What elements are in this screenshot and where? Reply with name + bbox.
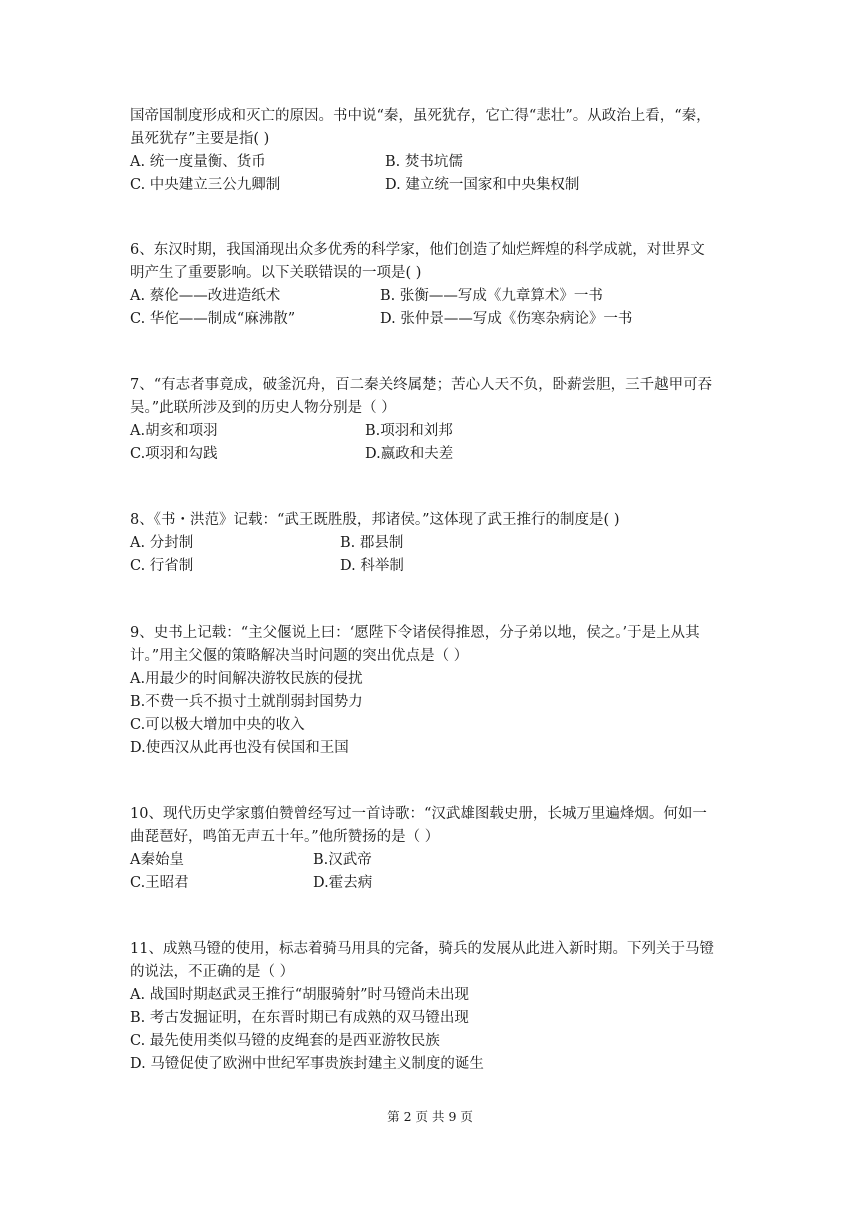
q6-stem-line-2: 明产生了重要影响。以下关联错误的一项是( ) xyxy=(130,265,422,281)
q10-option-b: B.汉武帝 xyxy=(313,852,372,868)
q8-option-c: C. 行省制 xyxy=(130,558,194,574)
q6-option-a: A. 蔡伦——改进造纸术 xyxy=(130,288,281,304)
q5-stem-line-2: 虽死犹存”主要是指( ) xyxy=(130,131,270,147)
q7-stem-line-1: 7、“有志者事竟成，破釜沉舟，百二秦关终属楚；苦心人天不负，卧薪尝胆，三千越甲可吞 xyxy=(130,377,713,393)
q7-option-b: B.项羽和刘邦 xyxy=(365,423,453,439)
q10-stem-line-2: 曲琵琶好，鸣笛无声五十年。”他所赞扬的是（ ） xyxy=(130,829,440,845)
q9-option-c: C.可以极大增加中央的收入 xyxy=(130,717,305,733)
q6-option-c: C. 华佗——制成“麻沸散” xyxy=(130,311,296,327)
q9-option-d: D.使西汉从此再也没有侯国和王国 xyxy=(130,740,349,756)
q9-option-b: B.不费一兵不损寸土就削弱封国势力 xyxy=(130,694,363,710)
page-number-footer: 第 2 页 共 9 页 xyxy=(387,1109,473,1124)
q5-stem-line-1: 国帝国制度形成和灭亡的原因。书中说“秦，虽死犹存，它亡得“悲壮”。从政治上看，“秦， xyxy=(130,108,711,124)
q9-stem-line-1: 9、史书上记载：“主父偃说上曰：‘愿陛下令诸侯得推恩，分子弟以地，侯之。’于是上从其 xyxy=(130,625,700,641)
q5-option-d: D. 建立统一国家和中央集权制 xyxy=(385,177,580,193)
q10-stem-line-1: 10、现代历史学家翦伯赞曾经写过一首诗歌：“汉武雄图载史册，长城万里遍烽烟。何如一 xyxy=(130,806,707,822)
q7-option-d: D.嬴政和夫差 xyxy=(365,446,454,462)
q8-option-a: A. 分封制 xyxy=(130,535,194,551)
q6-option-d: D. 张仲景——写成《伤寒杂病论》一书 xyxy=(380,311,633,327)
q11-option-a: A. 战国时期赵武灵王推行“胡服骑射”时马镫尚未出现 xyxy=(130,987,470,1003)
q7-option-a: A.胡亥和项羽 xyxy=(130,423,218,439)
q11-option-c: C. 最先使用类似马镫的皮绳套的是西亚游牧民族 xyxy=(130,1033,440,1049)
q5-option-b: B. 焚书坑儒 xyxy=(385,154,463,170)
q8-option-d: D. 科举制 xyxy=(340,558,404,574)
q11-option-b: B. 考古发掘证明，在东晋时期已有成熟的双马镫出现 xyxy=(130,1010,469,1026)
q10-option-d: D.霍去病 xyxy=(313,875,373,891)
q8-stem-line-1: 8、《书・洪范》记载：“武王既胜殷，邦诸侯。”这体现了武王推行的制度是( ) xyxy=(130,512,620,528)
q11-stem-line-1: 11、成熟马镫的使用，标志着骑马用具的完备，骑兵的发展从此进入新时期。下列关于马镫 xyxy=(130,941,714,957)
q7-option-c: C.项羽和勾践 xyxy=(130,446,218,462)
q5-option-a: A. 统一度量衡、货币 xyxy=(130,154,266,170)
q11-option-d: D. 马镫促使了欧洲中世纪军事贵族封建主义制度的诞生 xyxy=(130,1056,484,1072)
q6-option-b: B. 张衡——写成《九章算术》一书 xyxy=(380,288,603,304)
q10-option-a: A秦始皇 xyxy=(130,852,184,868)
q10-option-c: C.王昭君 xyxy=(130,875,189,891)
q11-stem-line-2: 的说法，不正确的是（ ） xyxy=(130,964,295,980)
q6-stem-line-1: 6、东汉时期，我国涌现出众多优秀的科学家，他们创造了灿烂辉煌的科学成就，对世界文 xyxy=(130,242,705,258)
q9-stem-line-2: 计。”用主父偃的策略解决当时问题的突出优点是（ ） xyxy=(130,648,469,664)
q7-stem-line-2: 吴。”此联所涉及到的历史人物分别是（ ） xyxy=(130,400,396,416)
q8-option-b: B. 郡县制 xyxy=(340,535,404,551)
q9-option-a: A.用最少的时间解决游牧民族的侵扰 xyxy=(130,671,363,687)
q5-option-c: C. 中央建立三公九卿制 xyxy=(130,177,281,193)
